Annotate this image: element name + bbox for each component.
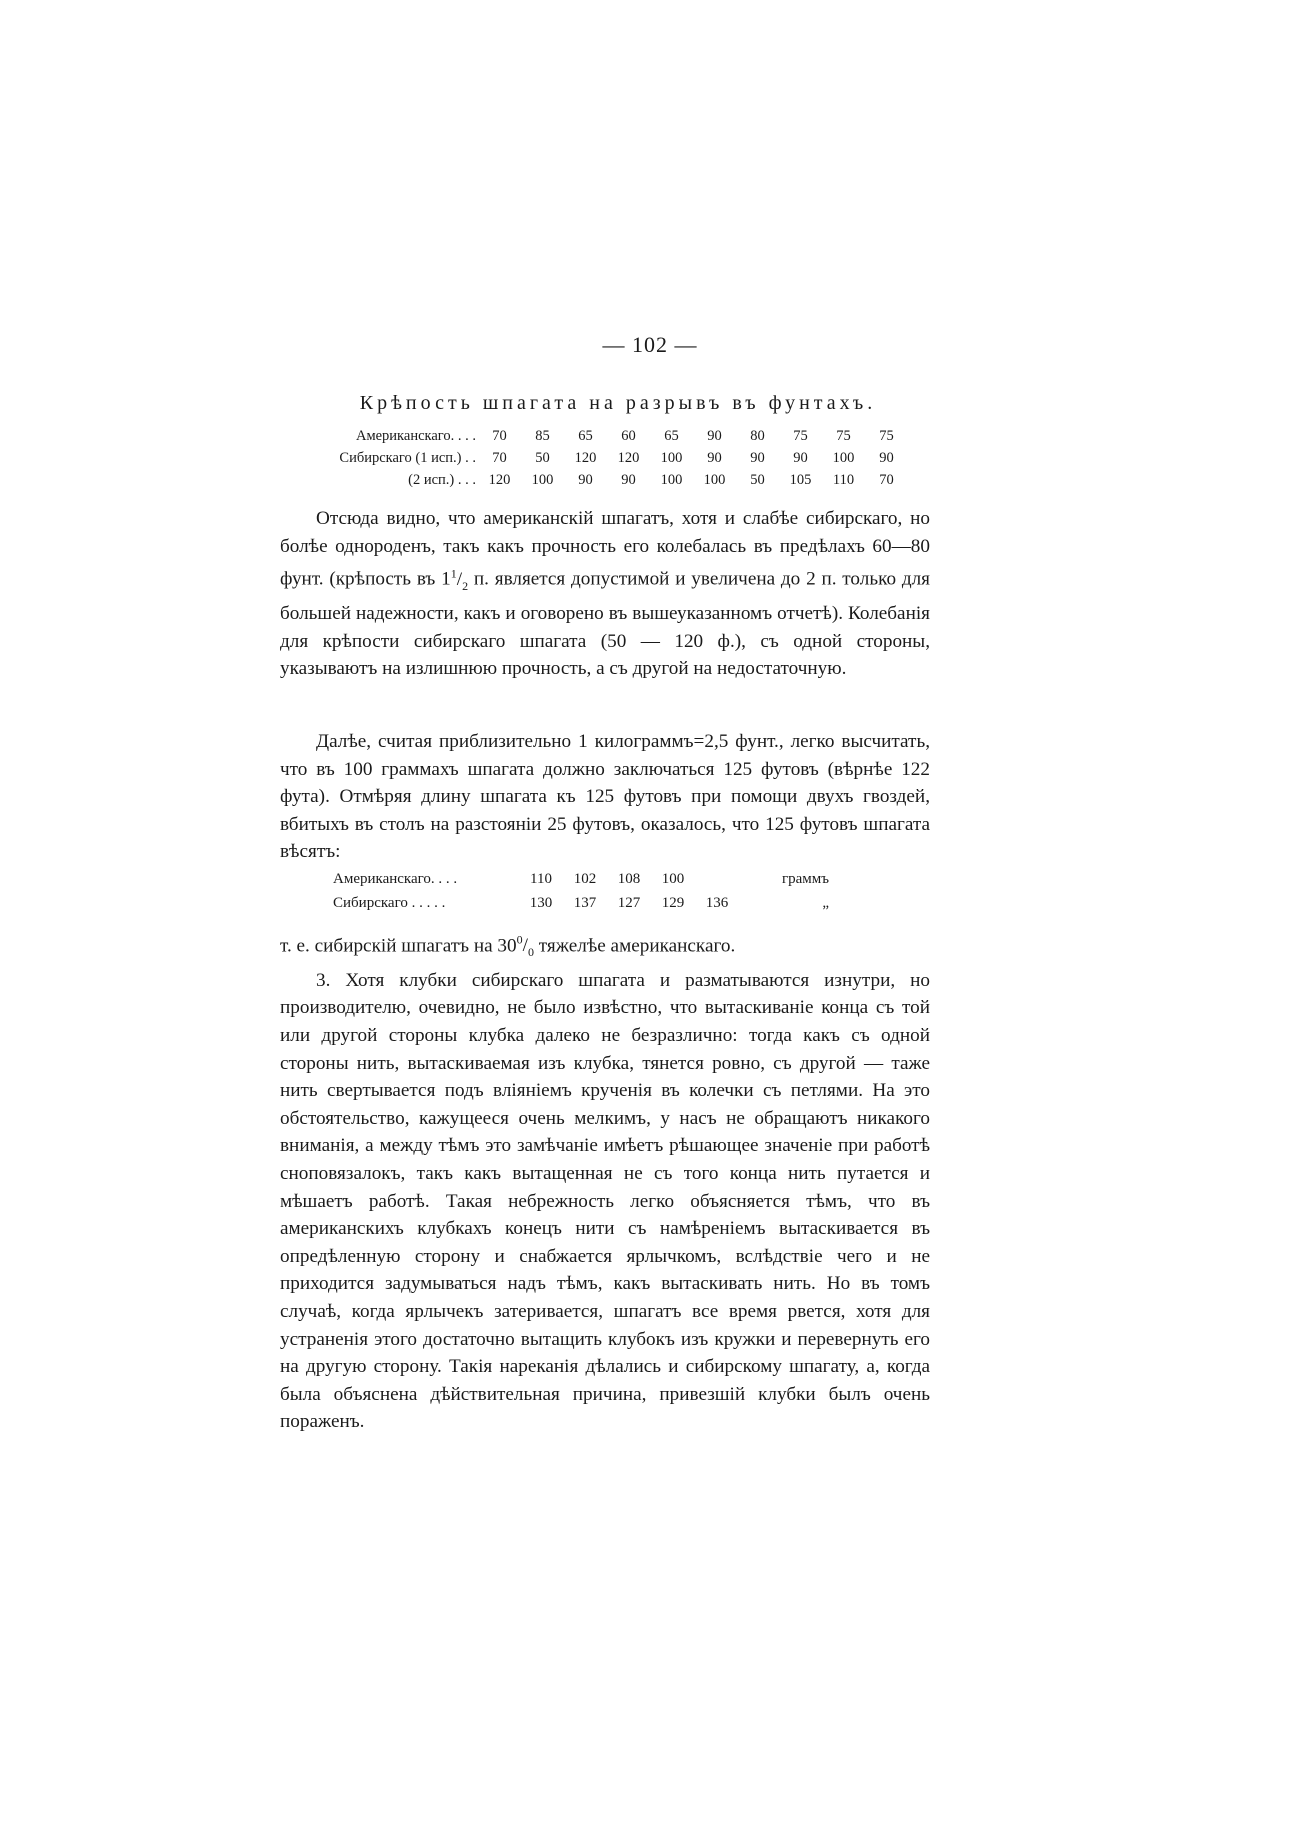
strength-value: 90 bbox=[793, 449, 808, 466]
weight-value: 102 bbox=[573, 870, 597, 887]
row-label: Американскаго. . . . bbox=[333, 870, 458, 887]
strength-value: 120 bbox=[617, 449, 640, 466]
strength-row bbox=[280, 469, 908, 491]
strength-value: 110 bbox=[832, 471, 855, 488]
strength-value: 60 bbox=[621, 427, 636, 444]
strength-value: 120 bbox=[488, 471, 511, 488]
strength-table bbox=[280, 425, 908, 491]
row-label: Сибирскаго . . . . . bbox=[333, 894, 446, 911]
strength-value: 90 bbox=[707, 449, 722, 466]
weight-value: 110 bbox=[530, 870, 552, 887]
strength-value: 50 bbox=[750, 471, 765, 488]
para1-text-a: Отсюда видно, что американскій шпагатъ, хотя и слабѣе сибирскаго, но болѣе однороденъ, такъ какъ прочность его колебалась въ предѣлахъ 60—80 фунт. (крѣпость въ 1 bbox=[280, 508, 930, 590]
strength-value: 90 bbox=[750, 449, 765, 466]
strength-value: 90 bbox=[621, 471, 636, 488]
row-label: (2 исп.) . . . bbox=[408, 471, 476, 488]
weight-row bbox=[333, 891, 829, 915]
weight-value: 100 bbox=[661, 870, 685, 887]
strength-value: 75 bbox=[879, 427, 894, 444]
para2-text: Далѣе, считая приблизительно 1 килограммъ=2,5 фунт., легко высчитать, что въ 100 граммахъ шпагата должно заключаться 125 футовъ (вѣрнѣе 122 фута). Отмѣряя длину шпагата къ 125 футовъ при помощи двухъ гвоздей, вбитыхъ въ столъ на разстояніи 25 футовъ, оказалось, что 125 футовъ шпагата вѣсятъ: bbox=[280, 731, 930, 863]
strength-value: 90 bbox=[707, 427, 722, 444]
strength-value: 100 bbox=[832, 449, 855, 466]
row-label: Американскаго. . . . bbox=[355, 427, 476, 444]
strength-value: 75 bbox=[836, 427, 851, 444]
percent-bottom: 0 bbox=[527, 945, 534, 960]
paragraph-2 bbox=[280, 728, 930, 866]
strength-value: 65 bbox=[578, 427, 593, 444]
strength-value: 70 bbox=[879, 471, 894, 488]
strength-value: 100 bbox=[531, 471, 554, 488]
unit-label: граммъ bbox=[781, 870, 829, 887]
strength-row bbox=[280, 425, 908, 447]
weight-value: 137 bbox=[573, 894, 597, 911]
strength-value: 80 bbox=[750, 427, 765, 444]
page-number: — 102 — bbox=[602, 332, 698, 357]
weight-value bbox=[695, 867, 739, 891]
fraction-denominator: 2 bbox=[462, 578, 469, 593]
weight-value: 127 bbox=[617, 894, 641, 911]
weight-row bbox=[333, 867, 829, 891]
strength-value: 100 bbox=[703, 471, 726, 488]
weight-value: 130 bbox=[529, 894, 553, 911]
strength-row bbox=[280, 447, 908, 469]
strength-value: 75 bbox=[793, 427, 808, 444]
para3-text-a: т. е. сибирскій шпагатъ на 30 bbox=[280, 935, 517, 957]
unit-label: „ bbox=[822, 894, 829, 911]
strength-value: 90 bbox=[879, 449, 894, 466]
para4-text: 3. Хотя клубки сибирскаго шпагата и разматываются изнутри, но производителю, очевидно, не было извѣстно, что вытаскиваніе конца съ той или другой стороны клубка далеко не безразлично: тогда какъ съ одной стороны нить, вытаскиваемая изъ клубка, тянется ровно, съ другой — таже нить свертывается подъ вліяніемъ крученія въ колечки съ петлями. На это обстоятельство, кажущееся очень мелкимъ, у насъ не обращаютъ никакого вниманія, а между тѣмъ это замѣчаніе имѣетъ рѣшающее значеніе при работѣ сноповязалокъ, такъ какъ вытащенная не съ того конца нить путается и мѣшаетъ работѣ. Такая небрежность легко объясняется тѣмъ, что въ американскихъ клубкахъ конецъ нити съ намѣреніемъ вытаскивается въ опредѣленную сторону и снабжается ярлычкомъ, вслѣдствіе чего и не приходится задумываться надъ тѣмъ, какъ вытаскивать нить. Но въ томъ случаѣ, когда ярлычекъ затеривается, шпагатъ все время рвется, хотя для устраненія этого достаточно вытащить клубокъ изъ кружки и перевернуть его на другую сторону. Такія нареканія дѣлались и сибирскому шпагату, а, когда была объяснена дѣйствительная причина, привезшій клубки былъ очень пораженъ. bbox=[280, 969, 930, 1433]
strength-value: 90 bbox=[578, 471, 593, 488]
para1-text-b: п. является допустимой и увеличена до 2 п. только для большей надежности, какъ и оговорено въ вышеуказанномъ отчетѣ). Колебанія для крѣпости сибирскаго шпагата (50 — 120 ф.), съ одной стороны, указываютъ на излишнюю прочность, а съ другой на недостаточную. bbox=[280, 568, 930, 680]
strength-value: 65 bbox=[664, 427, 679, 444]
strength-value: 85 bbox=[535, 427, 550, 444]
fraction-one-half: $^1/_2$ bbox=[450, 566, 469, 593]
weight-value: 129 bbox=[661, 894, 685, 911]
row-label: Сибирскаго (1 исп.) . . bbox=[339, 449, 476, 466]
percent-top: 0 bbox=[516, 933, 523, 947]
weight-value: 108 bbox=[617, 870, 641, 887]
fraction-numerator: 1 bbox=[450, 566, 457, 581]
strength-value: 70 bbox=[492, 427, 507, 444]
strength-value: 100 bbox=[660, 471, 683, 488]
paragraph-1 bbox=[280, 505, 930, 683]
weight-table bbox=[333, 867, 829, 915]
para3-text-b: тяжелѣе американскаго. bbox=[533, 935, 736, 957]
strength-value: 70 bbox=[492, 449, 507, 466]
table-caption: Крѣпость шпагата на разрывъ въ фунтахъ. bbox=[359, 392, 877, 414]
strength-value: 100 bbox=[660, 449, 683, 466]
strength-value: 120 bbox=[574, 449, 597, 466]
strength-value: 105 bbox=[789, 471, 812, 488]
weight-value: 136 bbox=[705, 894, 729, 911]
strength-value: 50 bbox=[535, 449, 550, 466]
paragraph-3 bbox=[280, 927, 930, 1436]
percent-sign: $^0/_0$ bbox=[516, 933, 534, 960]
